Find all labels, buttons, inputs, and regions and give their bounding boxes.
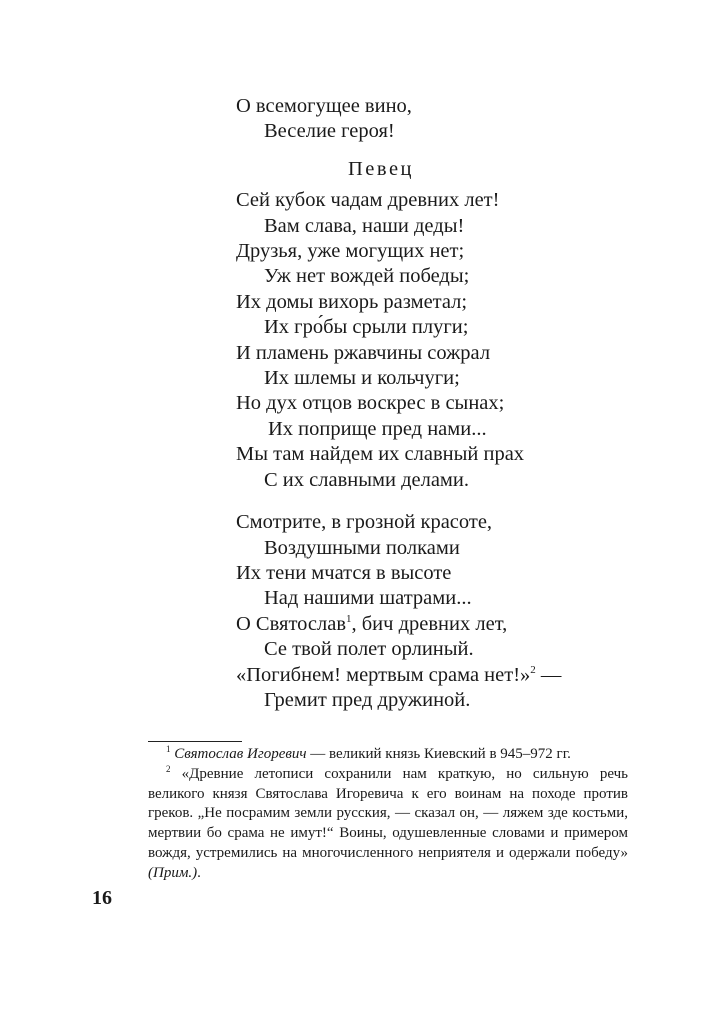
poem-line: И пламень ржавчины сожрал xyxy=(236,341,491,364)
poem-line: Над нашими шатрами... xyxy=(264,587,472,610)
poem-line: Воздушными полками xyxy=(264,536,460,559)
poem-line: Се твой полет орлиный. xyxy=(264,638,474,661)
poem-line: Уж нет вождей победы; xyxy=(264,265,470,288)
poem-line: С их славными делами. xyxy=(264,468,469,491)
footnotes xyxy=(148,745,628,884)
footnote-ref: 1 xyxy=(346,612,352,625)
poem-line: Их шлемы и кольчуги; xyxy=(264,367,460,390)
page-number: 16 xyxy=(92,887,112,909)
poem-line: Их домы вихорь разметал; xyxy=(236,290,468,313)
poem-line: Их поприще пред нами... xyxy=(268,417,487,440)
footnote: $^2$ «Древние летописи сохранили нам краткую, но сильную речь великого князя Святослава Игоревича к его воинам на походе против греков. „Не посрамим земли русския, — сказал он, — ляжем зде костьми, мертвии бо срама не имут!“ Воины, одушевленные словами и примером вождя, устремились на многочисленного неприятеля и одержали победу» (Прим.). xyxy=(148,763,628,881)
poem-line: Их гро́бы срыли плуги; xyxy=(264,316,469,339)
footnote-ref: 2 xyxy=(530,663,536,676)
poem-line: Веселие героя! xyxy=(264,120,395,143)
poem-line: Но дух отцов воскрес в сынах; xyxy=(236,392,505,415)
poem-line: Их тени мчатся в высоте xyxy=(236,561,452,584)
poem-line: «Погибнем! мертвым срама нет!»$^2$ — xyxy=(236,663,562,686)
poem xyxy=(236,94,656,713)
poem-line: Смотрите, в грозной красоте, xyxy=(236,511,493,534)
speaker-heading: Певец xyxy=(348,157,415,180)
poem-line: О Святослав$^1$, бич древних лет, xyxy=(236,612,508,635)
footnote-rule xyxy=(148,741,242,742)
poem-line: Гремит пред дружиной. xyxy=(264,688,471,711)
poem-line: О всемогущее вино, xyxy=(236,95,412,117)
footnote: $^1$ Святослав Игоревич — великий князь Киевский в 945–972 гг. xyxy=(166,744,571,762)
poem-line: Друзья, уже могущих нет; xyxy=(236,240,465,263)
poem-line: Мы там найдем их славный прах xyxy=(236,443,525,466)
poem-line: Вам слава, наши деды! xyxy=(264,214,465,237)
poem-line: Сей кубок чадам древних лет! xyxy=(236,189,500,212)
